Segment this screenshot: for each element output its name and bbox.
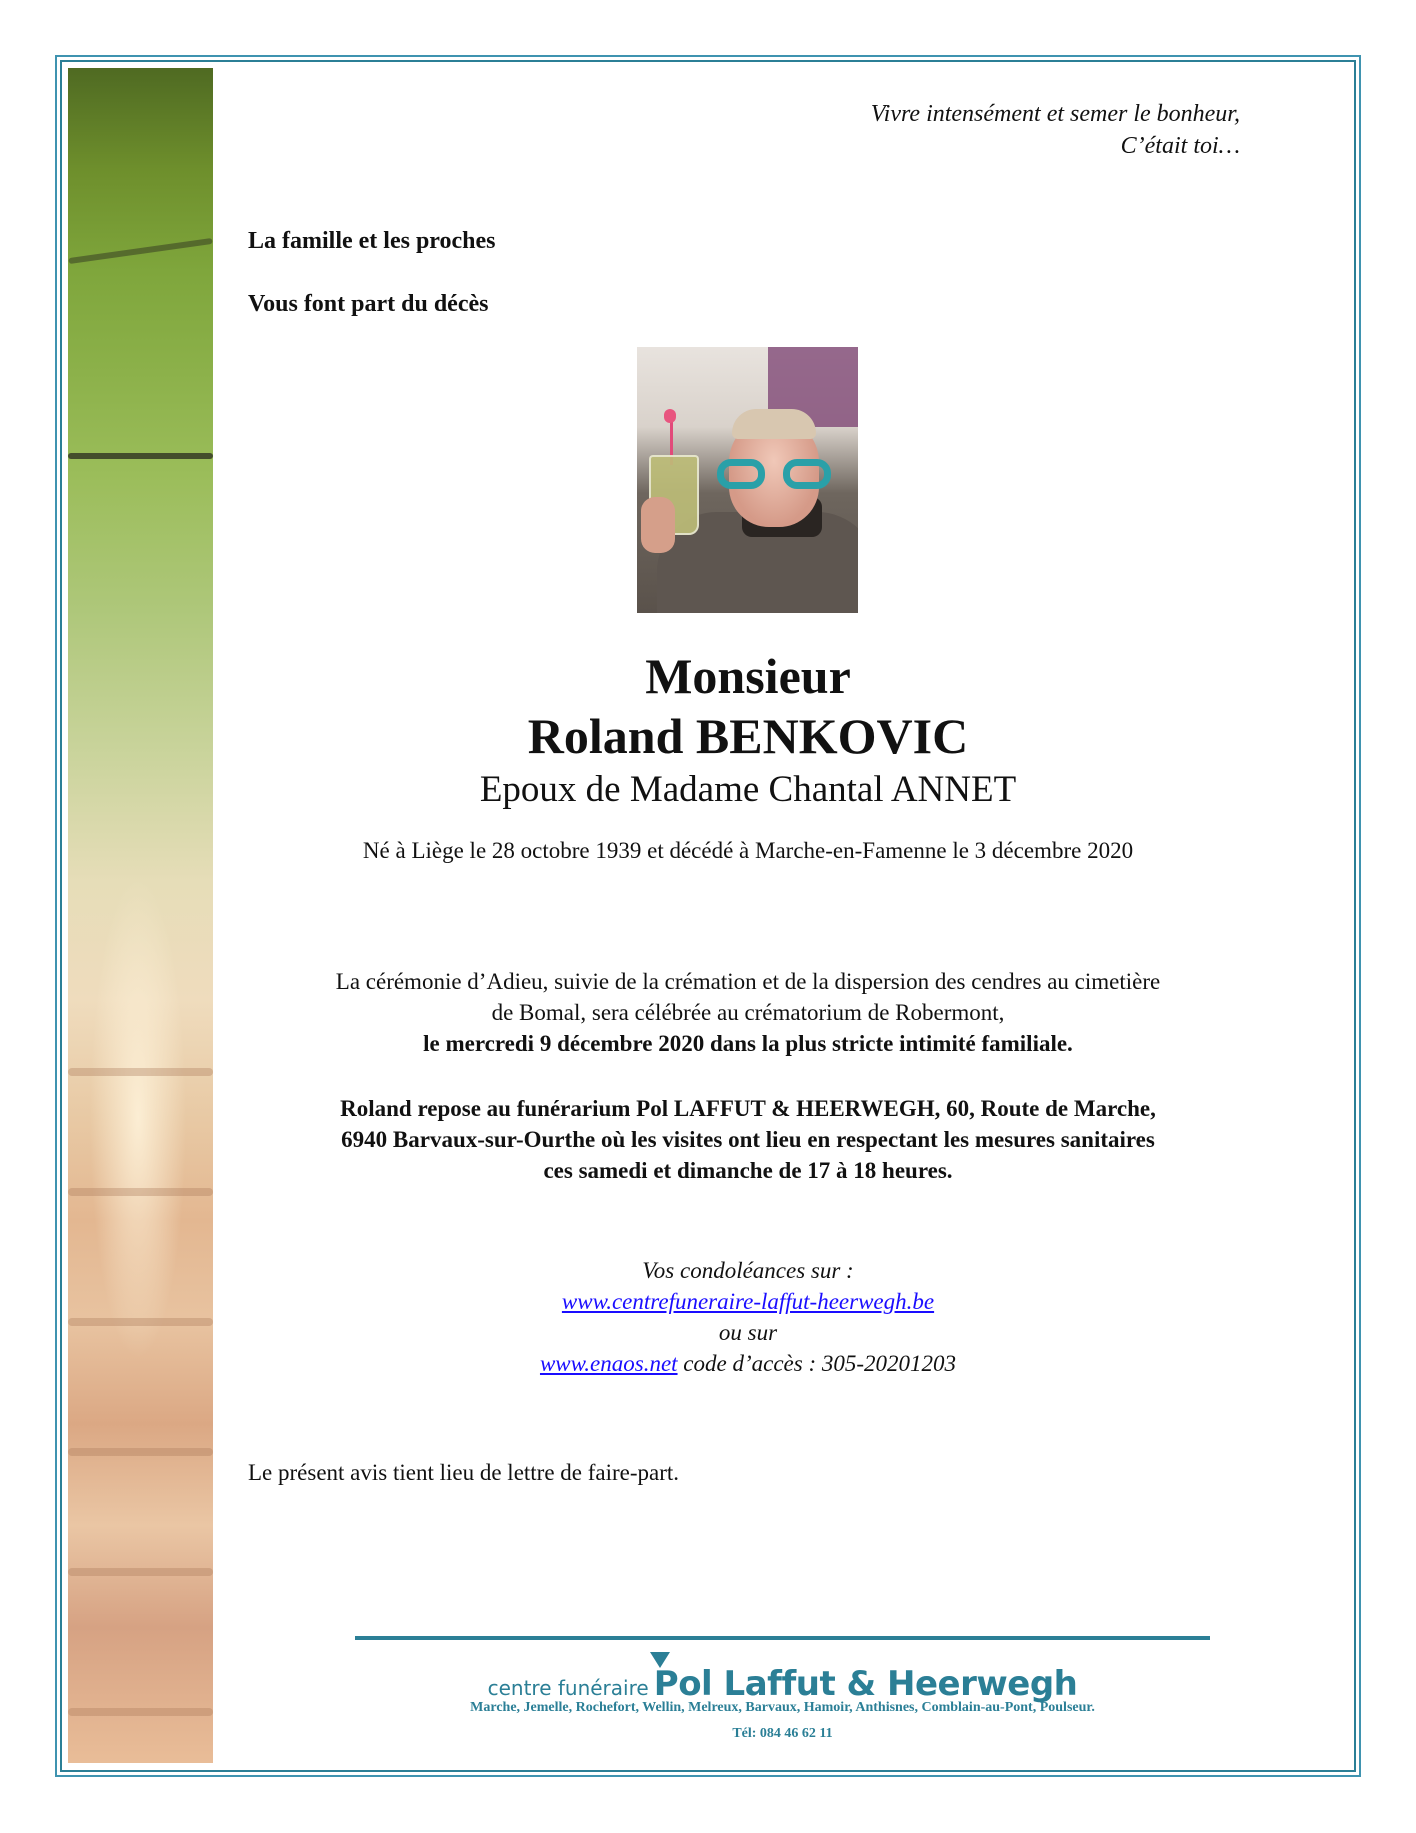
tree-branch: [68, 238, 212, 264]
deceased-name: Roland BENKOVIC: [527, 708, 969, 764]
intro-family: La famille et les proches: [248, 228, 496, 254]
photo-party-glasses: [717, 459, 831, 491]
funeral-home-link[interactable]: www.centrefuneraire-laffut-heerwegh.be: [561, 1289, 935, 1314]
photo-hand: [641, 497, 675, 553]
ceremony-line-1: La cérémonie d’Adieu, suivie de la crémation et de la dispersion des cendres au cimetière: [335, 969, 1161, 994]
road-shadow: [68, 1318, 213, 1326]
condolences-intro: Vos condoléances sur :: [642, 1258, 854, 1283]
condolences-or: ou sur: [718, 1320, 778, 1345]
ceremony-line-2: de Bomal, sera célébrée au crématorium de Robermont,: [491, 1000, 1005, 1025]
birth-death-line: Né à Liège le 28 octobre 1939 et décédé à Marche-en-Famenne le 3 décembre 2020: [362, 838, 1134, 863]
visitation-line-3: ces samedi et dimanche de 17 à 18 heures.: [543, 1158, 953, 1183]
quote-line-2: C’était toi…: [1120, 133, 1240, 159]
footer-divider: [355, 1636, 1210, 1640]
photo-hair: [732, 409, 816, 439]
tree-branch: [68, 453, 213, 459]
ceremony-date-line: le mercredi 9 décembre 2020 dans la plus stricte intimité familiale.: [423, 1031, 1073, 1056]
road-shadow: [68, 1568, 213, 1576]
road-shadow: [68, 1448, 213, 1456]
notice-line: Le présent avis tient lieu de lettre de faire-part.: [248, 1460, 680, 1485]
road-shadow: [68, 1068, 213, 1076]
intro-announcement: Vous font part du décès: [248, 291, 489, 317]
honorific-title: Monsieur: [645, 648, 851, 704]
visitation-line-1: Roland repose au funérarium Pol LAFFUT & HEERWEGH, 60, Route de Marche,: [340, 1096, 1156, 1121]
portrait-photo: [637, 347, 858, 613]
footer-phone: Tél: 084 46 62 11: [732, 1726, 833, 1741]
ceremony-paragraph: [248, 966, 1248, 1059]
logo-brand-name: Pol Laffut & Heerwegh: [653, 1664, 1078, 1704]
visitation-line-2: 6940 Barvaux-sur-Ourthe où les visites ont lieu en respectant les mesures sanitaires: [341, 1127, 1155, 1152]
enaos-link[interactable]: www.enaos.net: [539, 1351, 678, 1376]
access-code: code d’accès : 305-20201203: [677, 1351, 957, 1376]
road-shadow: [68, 1708, 213, 1716]
epigraph-quote: [871, 98, 1240, 162]
spouse-line: Epoux de Madame Chantal ANNET: [479, 769, 1017, 810]
road-shadow: [68, 1188, 213, 1196]
forest-path-side-image: [68, 68, 213, 1763]
footer-towns: Marche, Jemelle, Rochefort, Wellin, Melreux, Barvaux, Hamoir, Anthisnes, Comblain-au-Pont, Poulseur.: [470, 1700, 1095, 1715]
condolences-block: [248, 1255, 1248, 1379]
photo-flamingo-pick: [664, 409, 676, 423]
quote-line-1: Vivre intensément et semer le bonheur,: [870, 101, 1240, 127]
logo-subtitle: centre funéraire: [487, 1676, 649, 1700]
visitation-paragraph: [248, 1093, 1248, 1186]
